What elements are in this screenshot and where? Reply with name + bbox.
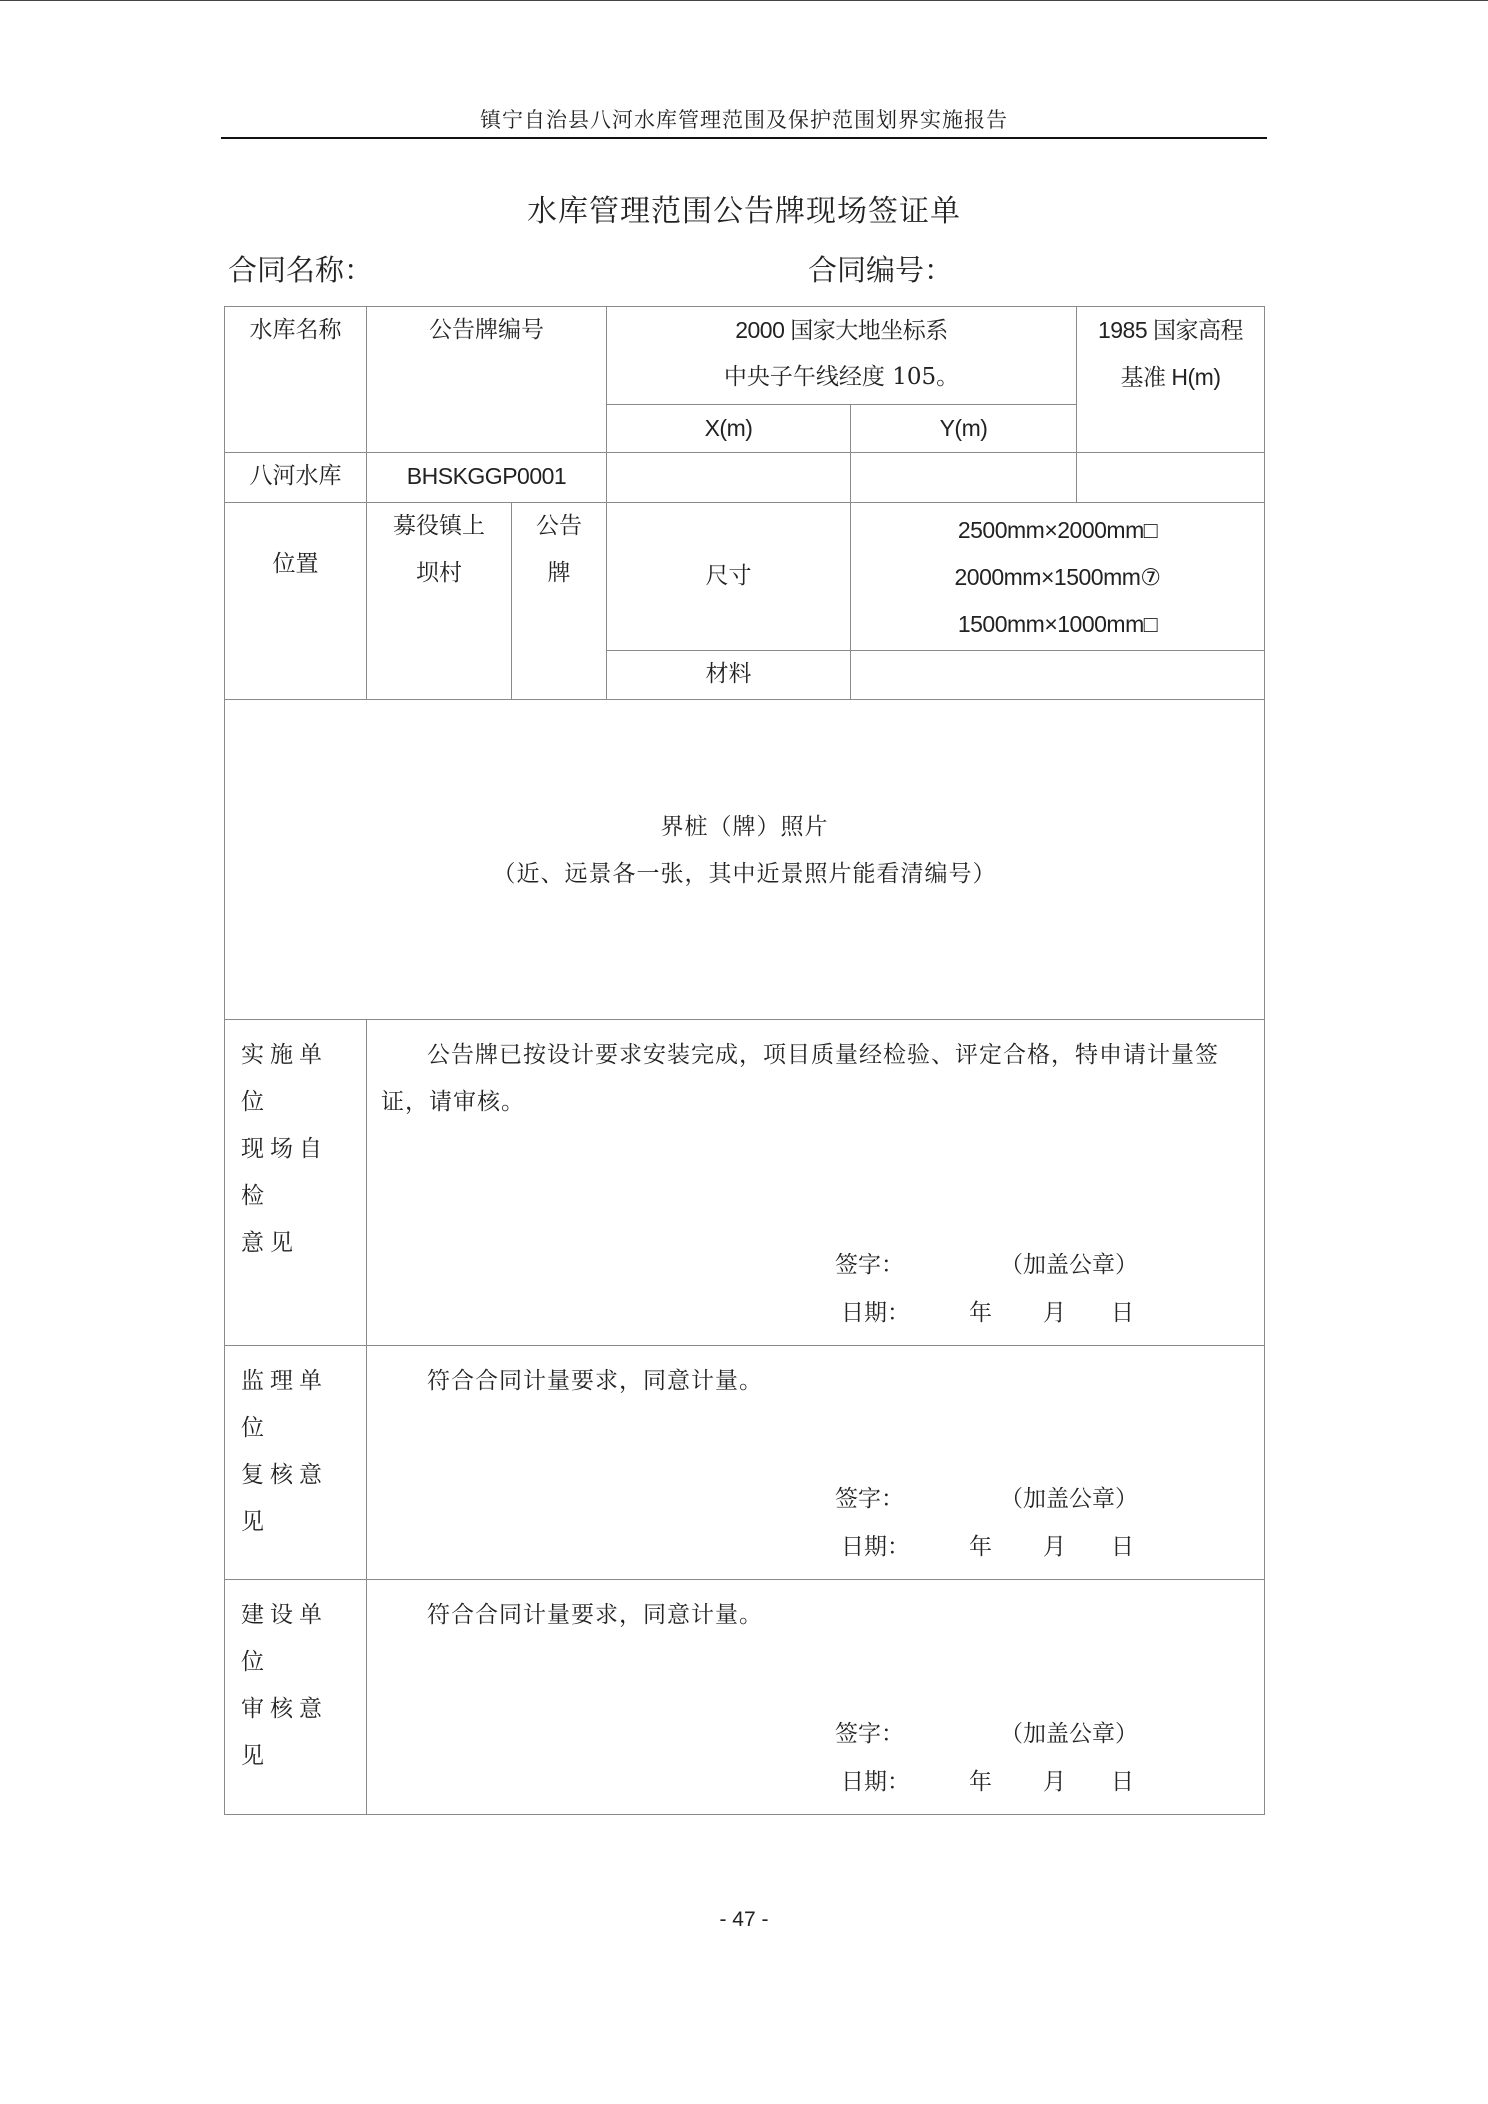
- reservoir-name-header: 水库名称: [225, 307, 367, 453]
- y-value-cell: [851, 453, 1077, 503]
- material-value: [851, 651, 1265, 700]
- location-value: 募役镇上 坝村: [367, 503, 512, 700]
- impl-sign-row: 签字： （加盖公章）: [835, 1252, 1138, 1278]
- contract-no-label: 合同编号：: [808, 253, 954, 287]
- running-header: 镇宁自治县八河水库管理范围及保护范围划界实施报告: [480, 108, 1008, 132]
- header-rule: [221, 137, 1267, 139]
- size-label: 尺寸: [607, 503, 851, 651]
- contract-name-label: 合同名称：: [228, 253, 374, 287]
- impl-date-row: 日期： 年 月 日: [841, 1300, 1134, 1326]
- x-value-cell: [607, 453, 851, 503]
- impl-unit-opinion: [367, 1020, 1265, 1346]
- elevation-line1: 1985 国家高程: [1097, 317, 1244, 343]
- owner-unit-label: 建设单位 审核意见: [225, 1580, 367, 1815]
- photo-note: （近、远景各一张，其中近景照片能看清编号）: [492, 861, 997, 887]
- y-header: Y(m): [851, 405, 1077, 453]
- owner-date-row: 日期： 年 月 日: [841, 1769, 1134, 1795]
- location-label: 位置: [225, 503, 367, 700]
- supervision-date-row: 日期： 年 月 日: [841, 1534, 1134, 1560]
- size-option-2500x2000[interactable]: 2500mm×2000mm□: [957, 517, 1158, 543]
- size-option-1500x1000[interactable]: 1500mm×1000mm□: [957, 611, 1158, 637]
- impl-unit-label: 实施单位 现场自检 意见: [225, 1020, 367, 1346]
- coord-system-line1: 2000 国家大地坐标系: [735, 317, 948, 343]
- sign-verification-table: [224, 306, 1265, 1815]
- material-label: 材料: [607, 651, 851, 700]
- elevation-line2: 基准 H(m): [1120, 364, 1221, 390]
- sign-number-cell: BHSKGGP0001: [367, 453, 607, 503]
- photo-title: 界桩（牌）照片: [660, 814, 829, 840]
- x-header: X(m): [607, 405, 851, 453]
- top-border: [0, 0, 1488, 1]
- impl-opinion-text: 公告牌已按设计要求安装完成，项目质量经检验、评定合格，特申请计量签证，请审核。: [381, 1042, 1219, 1115]
- sign-type-value: 公告 牌: [512, 503, 607, 700]
- sign-number-header: 公告牌编号: [367, 307, 607, 453]
- form-title: 水库管理范围公告牌现场签证单: [527, 194, 961, 229]
- supervision-unit-label: 监理单位 复核意见: [225, 1346, 367, 1580]
- size-options: [851, 503, 1265, 651]
- owner-opinion: [367, 1580, 1265, 1815]
- elevation-header: [1077, 307, 1265, 453]
- supervision-opinion-text: 符合合同计量要求，同意计量。: [427, 1368, 763, 1394]
- size-option-2000x1500[interactable]: 2000mm×1500mm⑦: [954, 564, 1161, 590]
- reservoir-name-cell: 八河水库: [225, 453, 367, 503]
- coord-system-line2: 中央子午线经度 105。: [723, 364, 960, 390]
- owner-opinion-text: 符合合同计量要求，同意计量。: [427, 1602, 763, 1628]
- page-number: - 47 -: [719, 1908, 769, 1931]
- coordinate-system-header: [607, 307, 1077, 405]
- supervision-sign-row: 签字： （加盖公章）: [835, 1486, 1138, 1512]
- supervision-opinion: [367, 1346, 1265, 1580]
- photo-area: [225, 700, 1265, 1020]
- h-value-cell: [1077, 453, 1265, 503]
- owner-sign-row: 签字： （加盖公章）: [835, 1721, 1138, 1747]
